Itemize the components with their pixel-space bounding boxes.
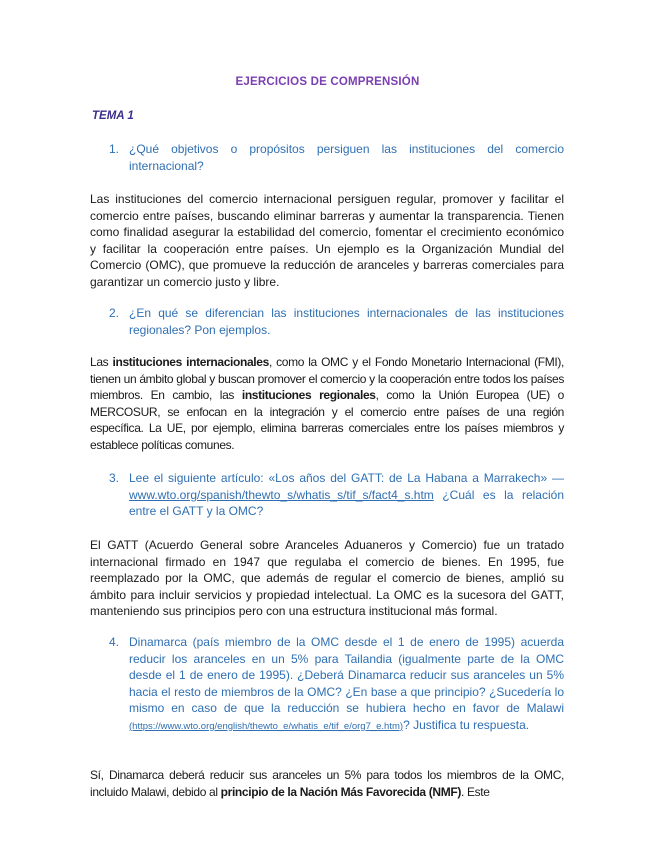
answer-text: , como la OMC y el Fondo Monetario Internacional (FMI), tienen un ámbito global y buscan promover el comercio y la cooperación entre todos los países miembros. En cambio, las	[90, 355, 564, 402]
answer-3: El GATT (Acuerdo General sobre Aranceles Aduaneros y Comercio) fue un tratado internacional firmado en 1947 que regulaba el comercio de bienes. En 1995, fue reemplazado por la OMC, que además de regular el comercio de bienes, amplió su ámbito para incluir servicios y propiedad intelectual. La OMC es la sucesora del GATT, manteniendo sus principios pero con una estructura institucional más formal.	[90, 538, 564, 618]
question-1	[109, 141, 564, 174]
answer-text: . Este	[460, 784, 490, 799]
question-number: 4.	[109, 635, 120, 649]
bold-term: instituciones regionales	[241, 388, 376, 402]
answer-1: Las instituciones del comercio internacional persiguen regular, promover y facilitar el comercio entre países, buscando eliminar barreras y aumentar la transparencia. Tienen como finalidad asegurar la estabilidad del comercio, fomentar el crecimiento económico y facilitar la cooperación entre países. Un ejemplo es la Organización Mundial del Comercio (OMC), que promueve la reducción de aranceles y barreras comerciales para garantizar un comercio justo y libre.	[90, 192, 564, 289]
document-title: EJERCICIOS DE COMPRENSIÓN	[235, 76, 420, 88]
gatt-article-link[interactable]: www.wto.org/spanish/thewto_s/whatis_s/tif_s/fact4_s.htm	[129, 487, 434, 502]
bold-term: principio de la Nación Más Favorecida (NMF)	[220, 784, 461, 799]
answer-4	[90, 767, 564, 800]
question-text: ¿Cuál es la relación entre el GATT y la OMC?	[129, 487, 564, 518]
answer-2	[90, 354, 564, 453]
question-text: Lee el siguiente artículo: «Los años del GATT: de La Habana a Marrakech» —	[129, 471, 564, 485]
bold-term: instituciones internacionales	[112, 355, 269, 369]
question-3	[109, 470, 564, 520]
malawi-wto-link[interactable]: (https://www.wto.org/english/thewto_e/whatis_e/tif_e/org7_e.htm)	[129, 720, 404, 732]
answer-text: Sí, Dinamarca deberá reducir sus aranceles un 5% para todos los miembros de la OMC, incluido Malawi, debido al	[90, 768, 564, 799]
question-number: 1.	[109, 142, 120, 156]
question-text: Dinamarca (país miembro de la OMC desde el 1 de enero de 1995) acuerda reducir los aranceles en un 5% para Tailandia (igualmente parte de la OMC desde el 1 de enero de 1995). ¿Deberá Dinamarca reducir sus aranceles un 5% hacia el resto de miembros de la OMC? ¿En base a que principio? ¿Sucedería lo mismo en caso de que la reducción se hubiera hecho en favor de Malawi	[129, 635, 564, 715]
section-heading: TEMA 1	[92, 110, 134, 122]
question-text: ? Justifica tu respuesta.	[403, 717, 530, 732]
answer-text: , como la Unión Europea (UE) o MERCOSUR, se enfocan en la integración y el comercio entre países de una región específica. La UE, por ejemplo, elimina barreras comerciales entre los países miembros y establece políticas comunes.	[90, 388, 565, 452]
answer-text: Las	[90, 355, 113, 369]
question-number: 3.	[109, 471, 120, 485]
question-4	[109, 634, 564, 735]
question-2	[109, 305, 564, 338]
question-number: 2.	[109, 306, 120, 320]
question-text: ¿Qué objetivos o propósitos persiguen las instituciones del comercio internacional?	[129, 142, 564, 173]
question-text: ¿En qué se diferencian las instituciones internacionales de las instituciones regionales? Pon ejemplos.	[129, 306, 564, 337]
